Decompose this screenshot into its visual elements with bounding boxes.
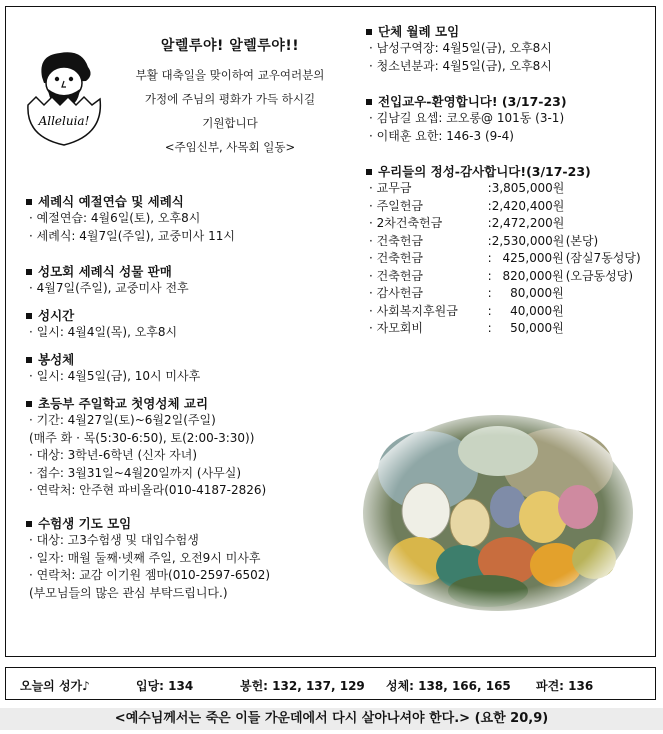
offering-amount: 820,000원: [502, 268, 564, 283]
section-title: 전입교우-환영합니다! (3/17-23): [378, 94, 567, 109]
offering-label: 주일헌금: [376, 198, 424, 213]
section-student-prayer: [24, 515, 354, 602]
bullet-square-icon: [26, 401, 32, 407]
table-row: · 자모회비 : 50,000원: [364, 320, 654, 338]
section-title: 단체 월례 모임: [378, 24, 460, 39]
list-item: · 대상: 3학년-6학년 (신자 자녀): [29, 448, 197, 462]
offering-label: 자모회비: [376, 321, 424, 335]
list-item: · 예절연습: 4월6일(토), 오후8시: [29, 211, 201, 225]
section-first-communion: [24, 395, 354, 500]
easter-chick-icon: [20, 45, 108, 149]
bullet-square-icon: [26, 269, 32, 275]
list-item: · 접수: 3월31일~4월20일까지 (사무실): [29, 465, 242, 480]
table-row: · 감사헌금 : 80,000원: [364, 285, 654, 303]
bullet-square-icon: [26, 199, 32, 205]
list-item: · 일시: 4월5일(금), 10시 미사후: [29, 369, 201, 383]
bible-verse: <예수님께서는 죽은 이들 가운데에서 다시 살아나셔야 한다.> (요한 20,9): [0, 708, 663, 730]
hymn-entrance: 입당: 134: [136, 679, 194, 693]
list-item: · 남성구역장: 4월5일(금), 오후8시: [369, 41, 552, 55]
section-title: 성시간: [38, 308, 75, 323]
section-offerings: [364, 163, 654, 338]
offering-label: 감사헌금: [376, 286, 424, 300]
list-item: (부모님들의 많은 관심 부탁드립니다.): [29, 585, 228, 600]
list-item: · 일시: 4월4일(목), 오후8시: [29, 325, 178, 339]
section-title: 수험생 기도 모임: [38, 516, 132, 531]
greeting-line: 가정에 주님의 평화가 가득 하시길: [144, 92, 316, 106]
section-title: 초등부 주일학교 첫영성체 교리: [38, 396, 209, 411]
hymn-dismissal: 파견: 136: [536, 679, 594, 693]
bullet-square-icon: [26, 521, 32, 527]
offering-label: 교무금: [376, 181, 412, 195]
bulletin-main-box: [5, 6, 656, 657]
section-welcome: [364, 93, 654, 145]
section-title: 우리들의 정성-감사합니다!(3/17-23): [378, 164, 591, 179]
offering-amount: 2,472,200원: [491, 216, 565, 230]
list-item: · 청소년분과: 4월5일(금), 오후8시: [369, 58, 552, 73]
table-row: · 건축헌금 : 820,000원 (오금동성당): [364, 268, 654, 286]
greeting-line: 기원합니다: [202, 116, 258, 130]
list-item: · 기간: 4월27일(토)~6월2일(주일): [29, 413, 216, 427]
greeting-signature: <주임신부, 사목회 일동>: [164, 140, 296, 154]
offering-amount: 2,420,400원: [491, 198, 565, 213]
list-item: · 김남길 요셉: 코오롱@ 101동 (3-1): [369, 111, 565, 125]
section-title: 성모회 세례식 성물 판매: [38, 264, 172, 279]
offering-amount: 40,000원: [510, 303, 564, 318]
table-row: · 교무금 : 3,805,000원: [364, 180, 654, 198]
bullet-square-icon: [26, 357, 32, 363]
offering-label: 사회복지후원금: [376, 303, 458, 318]
offering-label: 2차건축헌금: [376, 216, 443, 230]
section-title: 세례식 예절연습 및 세례식: [38, 194, 184, 209]
list-item: · 연락처: 교감 이기원 젬마(010-2597-6502): [29, 568, 271, 582]
offering-label: 건축헌금: [376, 233, 424, 248]
left-column: [6, 7, 356, 656]
hymn-offertory: 봉헌: 132, 137, 129: [240, 679, 365, 693]
offering-note: (본당): [565, 233, 599, 248]
offering-amount: 2,530,000원: [491, 233, 565, 248]
section-monthly-meetings: [364, 23, 654, 75]
offering-note: (오금동성당): [565, 268, 634, 283]
list-item: (매주 화 · 목(5:30-6:50), 토(2:00-3:30)): [29, 430, 255, 445]
mascot-text: Alleluia!: [38, 114, 90, 128]
section-mothers-sale: [24, 263, 354, 298]
hymn-bar: [5, 667, 656, 700]
table-row: · 2차건축헌금 : 2,472,200원: [364, 215, 654, 233]
bullet-square-icon: [366, 169, 372, 175]
offering-label: 건축헌금: [376, 268, 424, 283]
list-item: · 세례식: 4월7일(주일), 교중미사 11시: [29, 228, 235, 243]
bullet-square-icon: [366, 99, 372, 105]
hymn-label: 오늘의 성가♪: [20, 679, 90, 693]
offering-amount: 425,000원: [502, 251, 564, 265]
bullet-square-icon: [26, 313, 32, 319]
easter-eggs-photo: [358, 411, 638, 616]
table-row: · 건축헌금 : 2,530,000원 (본당): [364, 233, 654, 251]
section-title: 봉성체: [38, 352, 75, 367]
list-item: · 4월7일(주일), 교중미사 전후: [29, 281, 189, 295]
bullet-square-icon: [366, 29, 372, 35]
offering-amount: 50,000원: [510, 321, 564, 335]
greeting-title: 알렐루야! 알렐루야!!: [160, 38, 300, 54]
section-communion-visit: [24, 351, 354, 386]
list-item: · 대상: 고3수험생 및 대입수험생: [29, 533, 199, 547]
list-item: · 이태훈 요한: 146-3 (9-4): [369, 128, 514, 143]
offering-note: (잠실7동성당): [565, 251, 641, 265]
section-holy-hour: [24, 307, 354, 342]
offering-amount: 3,805,000원: [491, 181, 565, 195]
section-baptism: [24, 193, 354, 245]
offering-amount: 80,000원: [510, 286, 564, 300]
easter-greeting: [112, 35, 348, 159]
greeting-line: 부활 대축일을 맞이하여 교우여러분의: [135, 68, 325, 82]
table-row: · 건축헌금 : 425,000원 (잠실7동성당): [364, 250, 654, 268]
hymn-communion: 성체: 138, 166, 165: [386, 679, 511, 693]
table-row: · 주일헌금 : 2,420,400원: [364, 198, 654, 216]
list-item: · 연락처: 안주현 파비올라(010-4187-2826): [29, 483, 267, 497]
list-item: · 일자: 매월 둘째·넷째 주일, 오전9시 미사후: [29, 550, 261, 565]
table-row: · 사회복지후원금 : 40,000원: [364, 303, 654, 321]
offering-label: 건축헌금: [376, 251, 424, 265]
